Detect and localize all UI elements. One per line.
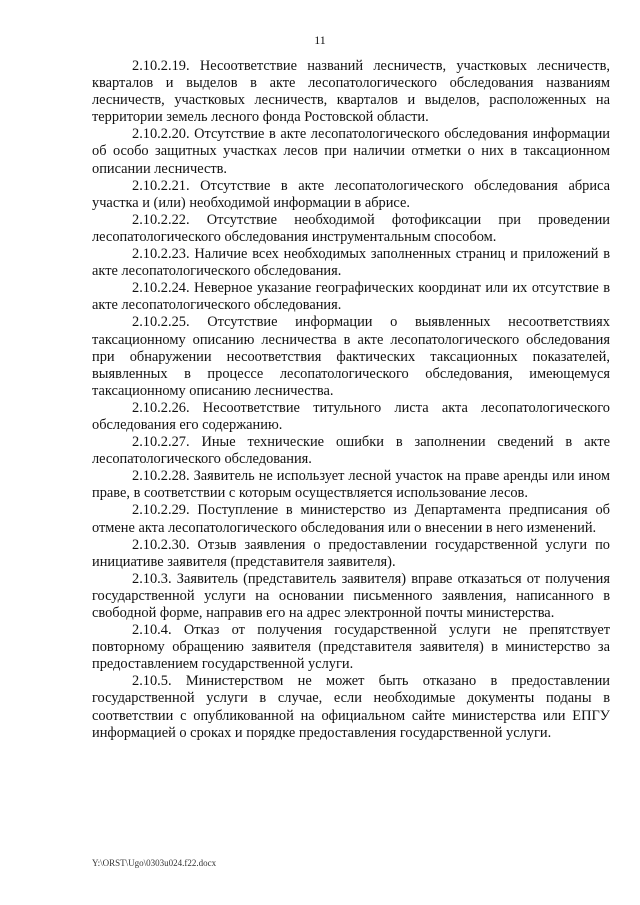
file-path-footer: Y:\ORST\Ugo\0303u024.f22.docx	[92, 858, 217, 868]
document-body	[92, 58, 610, 742]
paragraph-2-10-4: 2.10.4. Отказ от получения государственной услуги не препятствует повторному обращению заявителя (представителя заявителя) в министерство за предоставлением государственной услуги.	[92, 622, 610, 673]
paragraph-2-10-2-28: 2.10.2.28. Заявитель не использует лесной участок на праве аренды или ином праве, в соответствии с которым осуществляется использование лесов.	[92, 468, 610, 502]
paragraph-2-10-5: 2.10.5. Министерством не может быть отказано в предоставлении государственной услуги в случае, если необходимые документы поданы в соответствии с опубликованной на официальном сайте министерства или ЕПГУ информацией о сроках и порядке предоставления государственной услуги.	[92, 673, 610, 741]
paragraph-2-10-2-26: 2.10.2.26. Несоответствие титульного листа акта лесопатологического обследования его содержанию.	[92, 399, 610, 433]
paragraph-2-10-2-19: 2.10.2.19. Несоответствие названий лесничеств, участковых лесничеств, кварталов и выделов в акте лесопатологического обследования названиям лесничеств, участковых лесничеств, кварталов и выделов, расположенных на территории земель лесного фонда Ростовской области.	[92, 58, 610, 126]
paragraph-2-10-2-21: 2.10.2.21. Отсутствие в акте лесопатологического обследования абриса участка и (или) необходимой информации в абрисе.	[92, 177, 610, 211]
paragraph-2-10-3: 2.10.3. Заявитель (представитель заявителя) вправе отказаться от получения государственной услуги на основании письменного заявления, написанного в свободной форме, направив его на адрес электронной почты министерства.	[92, 570, 610, 621]
paragraph-2-10-2-23: 2.10.2.23. Наличие всех необходимых заполненных страниц и приложений в акте лесопатологического обследования.	[92, 246, 610, 280]
paragraph-2-10-2-25: 2.10.2.25. Отсутствие информации о выявленных несоответствиях таксационному описанию лесничества в акте лесопатологического обследования при обнаружении несоответствия фактических таксационных показателей, выявленных в процессе лесопатологического обследования, имеющемуся таксационному описанию лесничества.	[92, 314, 610, 399]
page-number: 11	[314, 33, 326, 47]
paragraph-2-10-2-24: 2.10.2.24. Неверное указание географических координат или их отсутствие в акте лесопатологического обследования.	[92, 280, 610, 314]
paragraph-2-10-2-29: 2.10.2.29. Поступление в министерство из Департамента предписания об отмене акта лесопатологического обследования или о внесении в него изменений.	[92, 502, 610, 536]
paragraph-2-10-2-27: 2.10.2.27. Иные технические ошибки в заполнении сведений в акте лесопатологического обследования.	[92, 434, 610, 468]
paragraph-2-10-2-30: 2.10.2.30. Отзыв заявления о предоставлении государственной услуги по инициативе заявителя (представителя заявителя).	[92, 536, 610, 570]
paragraph-2-10-2-20: 2.10.2.20. Отсутствие в акте лесопатологического обследования информации об особо защитных участках лесов при наличии отметки о них в таксационном описании лесничеств.	[92, 126, 610, 177]
paragraph-2-10-2-22: 2.10.2.22. Отсутствие необходимой фотофиксации при проведении лесопатологического обследования инструментальным способом.	[92, 211, 610, 245]
